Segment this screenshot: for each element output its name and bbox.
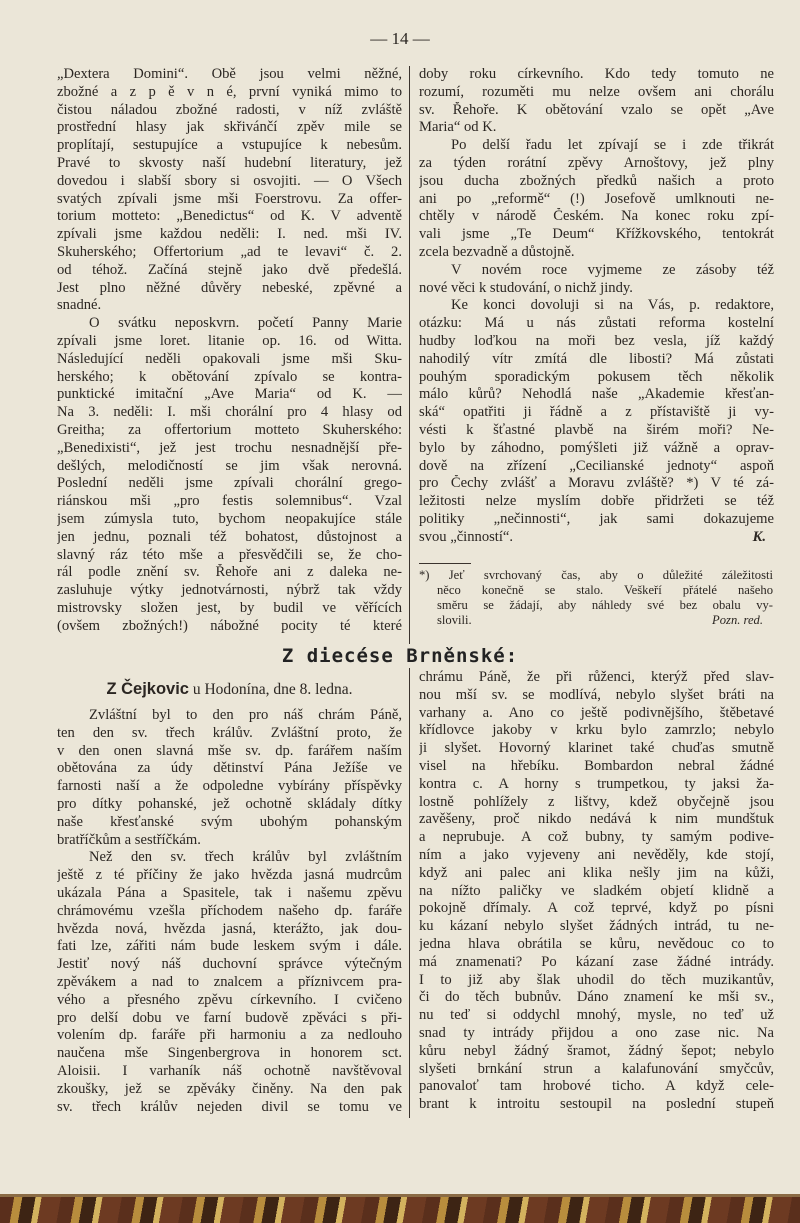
text-line: „Benedixisti“, jež jest trochu nesnadnější pře- bbox=[57, 439, 402, 456]
text-line: ležitosti nelze myslím dobře přidržeti se též bbox=[419, 493, 774, 510]
text-line: dešlých, melodičností se jim však nerovná. bbox=[57, 457, 402, 474]
text-line: ještě z té příčiny že jako hvězda jasná mudrcům bbox=[57, 867, 402, 884]
paragraph bbox=[57, 315, 402, 635]
paragraph bbox=[419, 66, 774, 137]
paragraph bbox=[419, 669, 774, 1114]
text-line: sv. Řehoře. K obětování vzalo se opět „Ave bbox=[419, 101, 774, 118]
text-line: čistou náladou zbožné radosti, v níž zvláště bbox=[57, 101, 402, 118]
text-line: zpívali jsme loret. litanie op. 16. od Witta. bbox=[57, 332, 402, 349]
text-line: vésti k šťastné plavbě na širém moři? Ne- bbox=[419, 421, 774, 438]
paragraph bbox=[419, 262, 774, 298]
dateline-place: Z Čejkovic bbox=[106, 680, 189, 698]
text-line: varhany a. Ano co ještě podivnějšího, štěbetavé bbox=[419, 704, 774, 721]
text-line: dovedou i slabší sbory si osvojiti. — O Všech bbox=[57, 172, 402, 189]
text-line: farnosti naší a že odpoledne vybírány příspěvky bbox=[57, 778, 402, 795]
editor-footnote bbox=[419, 568, 773, 628]
text-line: slyšeti brnkání strun a kalafunování smyčcův, bbox=[419, 1060, 774, 1077]
text-line: politiky „nečinnosti“, jak sami dokazujeme bbox=[419, 510, 774, 527]
text-line: panovaloť tam hrobové ticho. A když cele- bbox=[419, 1078, 774, 1095]
text-line: chrámu Páně, že při růženci, kterýž před slav- bbox=[419, 669, 774, 685]
column-divider-top bbox=[409, 66, 410, 644]
text-line: zkoušky, jež se zpěváky činěny. Na den pak bbox=[57, 1080, 402, 1097]
text-line: od téhož. Začíná stejně jako dvě předešlá. bbox=[57, 261, 402, 278]
text-line: V novém roce vyjmeme ze zásoby též bbox=[451, 261, 774, 278]
text-line: visel na hřebíku. Bombardon nebral žádné bbox=[419, 757, 774, 774]
text-line: když ani palec ani klika nešly jim na kůži, bbox=[419, 864, 774, 881]
text-line: ani po „reformě“ (!) Josefově umlknouti ne- bbox=[419, 190, 774, 207]
text-line: pro dítky pohanské, jež ochotně skládaly dítky bbox=[57, 795, 402, 812]
text-line: lostně pohlížely z lištvy, kdež obyčejně jsou bbox=[419, 793, 774, 810]
text-line: zpívali jsme každou neděli: I. ned. mši IV. bbox=[57, 226, 402, 243]
article-column-bottom-left bbox=[57, 707, 402, 1116]
text-line: volením dp. faráře při harmoniu a za nedlouho bbox=[57, 1027, 402, 1044]
text-line: Zvláštní byl to den pro náš chrám Páně, bbox=[89, 707, 402, 723]
article-dateline bbox=[57, 680, 402, 699]
text-line: Skuherského; Offertorium „ad te levavi“ č. 2. bbox=[57, 243, 402, 260]
text-line: pro Čechy zvlášť a Moravu zvláště? *) V té zá- bbox=[419, 475, 774, 492]
text-line: ji slyšet. Hovorný klarinet také chuďas smutně bbox=[419, 740, 774, 757]
text-line: vého a přesného zpěvu církevního. I cvičeno bbox=[57, 991, 402, 1008]
paragraph bbox=[419, 137, 774, 262]
text-line: v den onen slavná mše sv. dp. farářem naším bbox=[57, 742, 402, 759]
text-line: ská“ opatřiti ji řádně a z přístaviště ji vy- bbox=[419, 404, 774, 421]
text-line: riánskou mši „pro festis solemnibus“. Vzal bbox=[57, 493, 402, 510]
text-line: sv. třech králův nejeden divil se tomu ve bbox=[57, 1098, 402, 1115]
text-line: pokojně dřímaly. A což teprvé, když po písni bbox=[419, 900, 774, 917]
text-line: zasluhuje výtky jednotvárnosti, nýbrž tak vždy bbox=[57, 582, 402, 599]
text-line: otázku: Má u nás zůstati reforma kostelní bbox=[419, 315, 774, 332]
text-line: křídlovce jakoby v krku bylo zamrzlo; nebylo bbox=[419, 722, 774, 739]
text-line: (ovšem zbožných!) nábožné pocity té které bbox=[57, 617, 402, 634]
text-line: Maria“ od K. bbox=[419, 119, 497, 136]
column-divider-bottom bbox=[409, 668, 410, 1118]
paragraph bbox=[419, 297, 774, 546]
text-line: zbožné a z p ě v n é, první vyniká mimo to bbox=[57, 83, 402, 100]
text-line: bylo by záhodno, pomýšleti již vážně a oprav- bbox=[419, 439, 774, 456]
text-line: fati lze, zářiti nám bude leskem svým i dále. bbox=[57, 938, 402, 955]
text-line: jsem zúmysla tuto, bychom neopakujíce stále bbox=[57, 510, 402, 527]
article-column-bottom-right bbox=[419, 669, 774, 1114]
paragraph bbox=[57, 707, 402, 849]
page-number: — 14 — bbox=[370, 29, 430, 48]
text-line: pro delší dobu ve farní budově zpěváci s při- bbox=[57, 1009, 402, 1026]
text-line: chrámovému vzešla příchodem našeho dp. faráře bbox=[57, 902, 402, 919]
text-line: nové věci k studování, o nichž jindy. bbox=[419, 279, 633, 296]
article-column-top-left bbox=[57, 66, 402, 636]
text-line: ukázala Pána a Spasitele, tak i našemu zpěvu bbox=[57, 884, 402, 901]
text-line: snadné. bbox=[57, 297, 102, 314]
text-line: má znamenati? Po kázaní zase žádné intrády. bbox=[419, 953, 774, 970]
text-line: zcela bezvadně a důstojně. bbox=[419, 243, 575, 260]
footnote-text: slovili. bbox=[437, 613, 472, 627]
text-line: herského; k obětování zpívalo se kontra- bbox=[57, 368, 402, 385]
text-line: mistrovsky složen jest, by budil ve věřících bbox=[57, 599, 402, 616]
paragraph bbox=[57, 849, 402, 1116]
text-line: svatých zpívali jsme mši Foerstrovu. Za offer- bbox=[57, 190, 402, 207]
text-line: obětována za údy dětinství Pána Ježíše ve bbox=[57, 760, 402, 777]
text-line: slavný ráz této mše a přesvědčili se, že cho- bbox=[57, 546, 402, 563]
text-line: bratříčkům a sestříčkám. bbox=[57, 831, 201, 848]
text-line: za týden rorátní zpěvy Arnoštovy, jež plny bbox=[419, 154, 774, 171]
text-line: na nížto paličky ve sladkém objetí klidně a bbox=[419, 882, 774, 899]
text-line: jedna hlava obrátila se kůru, nevědouc co to bbox=[419, 935, 774, 952]
text-line: naše křesťanské svým ubohým pohanským bbox=[57, 813, 402, 830]
text-line: punktické imitační „Ave Maria“ od K. — bbox=[57, 386, 402, 403]
text-line: ním a jako vyjeveny ani nevěděly, kde stojí, bbox=[419, 846, 774, 863]
text-line: „Dextera Domini“. Obě jsou velmi něžné, bbox=[57, 66, 402, 82]
text-line: rál podle znění sv. Řehoře ani z daleka ne- bbox=[57, 564, 402, 581]
text-line: O svátku neposkvrn. početí Panny Marie bbox=[89, 315, 402, 332]
dateline-date: u Hodonína, dne 8. ledna. bbox=[188, 681, 353, 698]
article-column-top-right bbox=[419, 66, 774, 547]
text-line: Poslední neděli jsme zpívali chorální grego- bbox=[57, 475, 402, 492]
text-line: nou mší sv. se modlívá, nebylo slyšet bráti na bbox=[419, 686, 774, 703]
text-line: svou „činností“. bbox=[419, 528, 514, 545]
text-line: dově na zřízení „Cecilianské jednoty“ aspoň bbox=[419, 457, 774, 474]
text-line: Jestiť nový náš duchovní správce výtečným bbox=[57, 956, 402, 973]
text-line: rozumí, rozuměti mu nelze ovšem ani chorálu bbox=[419, 83, 774, 100]
text-line: Pravé to skvosty naší hudební literatury, jež bbox=[57, 154, 402, 171]
text-line: jsou ducha zbožných předků našich a proto bbox=[419, 172, 774, 189]
text-line: zavěšeny, proč nikdo nedává k nim mundštuk bbox=[419, 811, 774, 828]
text-line: a neprubuje. A což bubny, ty samým podive- bbox=[419, 829, 774, 846]
text-line: vali jsme „Te Deum“ Křížkovského, tentokrát bbox=[419, 226, 774, 243]
text-line: Než den sv. třech králův byl zvláštním bbox=[89, 849, 402, 866]
text-line: hudby loďkou na moři bez vesla, jíž každý bbox=[419, 332, 774, 349]
text-line: kůru nebyl žádný šramot, žádný šepot; nebylo bbox=[419, 1042, 774, 1059]
text-line: chtěly v národě Českém. Na konec roku zpí- bbox=[419, 208, 774, 225]
footnote-line: *) Jeť svrchovaný čas, aby o důležité záležitosti bbox=[419, 568, 773, 582]
text-line: nu teď si oddychl mnohý, mysle, no teď už bbox=[419, 1007, 774, 1024]
text-line: ten den sv. třech králův. Zvláštní proto, že bbox=[57, 724, 402, 741]
text-line: zpěvákem a nad to znalcem a příznivcem pra- bbox=[57, 973, 402, 990]
footnote-line: něco konečně se stalo. Veškeří přátelé našeho bbox=[437, 583, 773, 597]
text-line: Greitha; za offertorium motteto Skuherského: bbox=[57, 421, 402, 438]
text-line: Po delší řadu let zpívají se i zde třikrát bbox=[451, 137, 774, 154]
footnote-rule bbox=[419, 563, 471, 564]
text-line: Ke konci dovoluji si na Vás, p. redaktore, bbox=[451, 297, 774, 314]
footnote-line bbox=[419, 613, 773, 628]
text-line: proplítají, sestupujíce a vstupujíce k nebesům. bbox=[57, 137, 402, 154]
text-line: Jest plno něžné důvěry nebeské, zpěvné a bbox=[57, 279, 402, 296]
text-line: málo kůrů? Nehodlá naše „Akademie křesťan- bbox=[419, 386, 774, 403]
text-line: prostřední hlasy jak skřivánčí zpěv mile se bbox=[57, 119, 402, 136]
text-line: torium motteto: „Benedictus“ od K. V adventě bbox=[57, 208, 402, 225]
marbled-binding-edge bbox=[0, 1197, 800, 1223]
signature-line bbox=[419, 529, 774, 547]
footnote-line: směru se žádají, aby náhledy své bez obalu vy- bbox=[437, 598, 773, 612]
text-line: nahodilý vítr zmítá dle libosti? Má zůstati bbox=[419, 350, 774, 367]
text-line: Aloisii. I varhaník náš ochotně navštěvoval bbox=[57, 1062, 402, 1079]
text-line: Následující neděli opakovali jsme mši Sku- bbox=[57, 350, 402, 367]
text-line: hvězda nová, hvězda jasná, kterážto, jak dou- bbox=[57, 920, 402, 937]
footnote-attribution: Pozn. red. bbox=[712, 613, 763, 627]
text-line: pouhým sporadickým pokusem těch několik bbox=[419, 368, 774, 385]
text-line: snad ty intrády přijdou a ono zase nic. Na bbox=[419, 1024, 774, 1041]
text-line: či do těch bubnův. Dáno znamení ke mši sv., bbox=[419, 989, 774, 1006]
text-line: I to již aby šlak uhodil do těch muzikantův, bbox=[419, 971, 774, 988]
text-line: naučena mše Singenbergrova in honorem sct. bbox=[57, 1045, 402, 1062]
paragraph bbox=[57, 66, 402, 315]
text-line: ku kázaní nebylo slyšet žádných intrád, tu ne- bbox=[419, 918, 774, 935]
text-line: Na 3. neděli: I. mši chorální pro 4 hlasy od bbox=[57, 404, 402, 421]
author-signature: K. bbox=[752, 528, 766, 545]
text-line: kontra c. A horny s trumpetkou, ty jaksi ža- bbox=[419, 775, 774, 792]
text-line: doby roku církevního. Kdo tedy tomuto ne bbox=[419, 66, 774, 82]
section-heading: Z diecése Brněnské: bbox=[281, 645, 519, 667]
text-line: brant k introitu sestoupil na poslední stupeň bbox=[419, 1096, 774, 1113]
text-line: jen jednu, poznali též bohatost, důstojnost a bbox=[57, 528, 402, 545]
